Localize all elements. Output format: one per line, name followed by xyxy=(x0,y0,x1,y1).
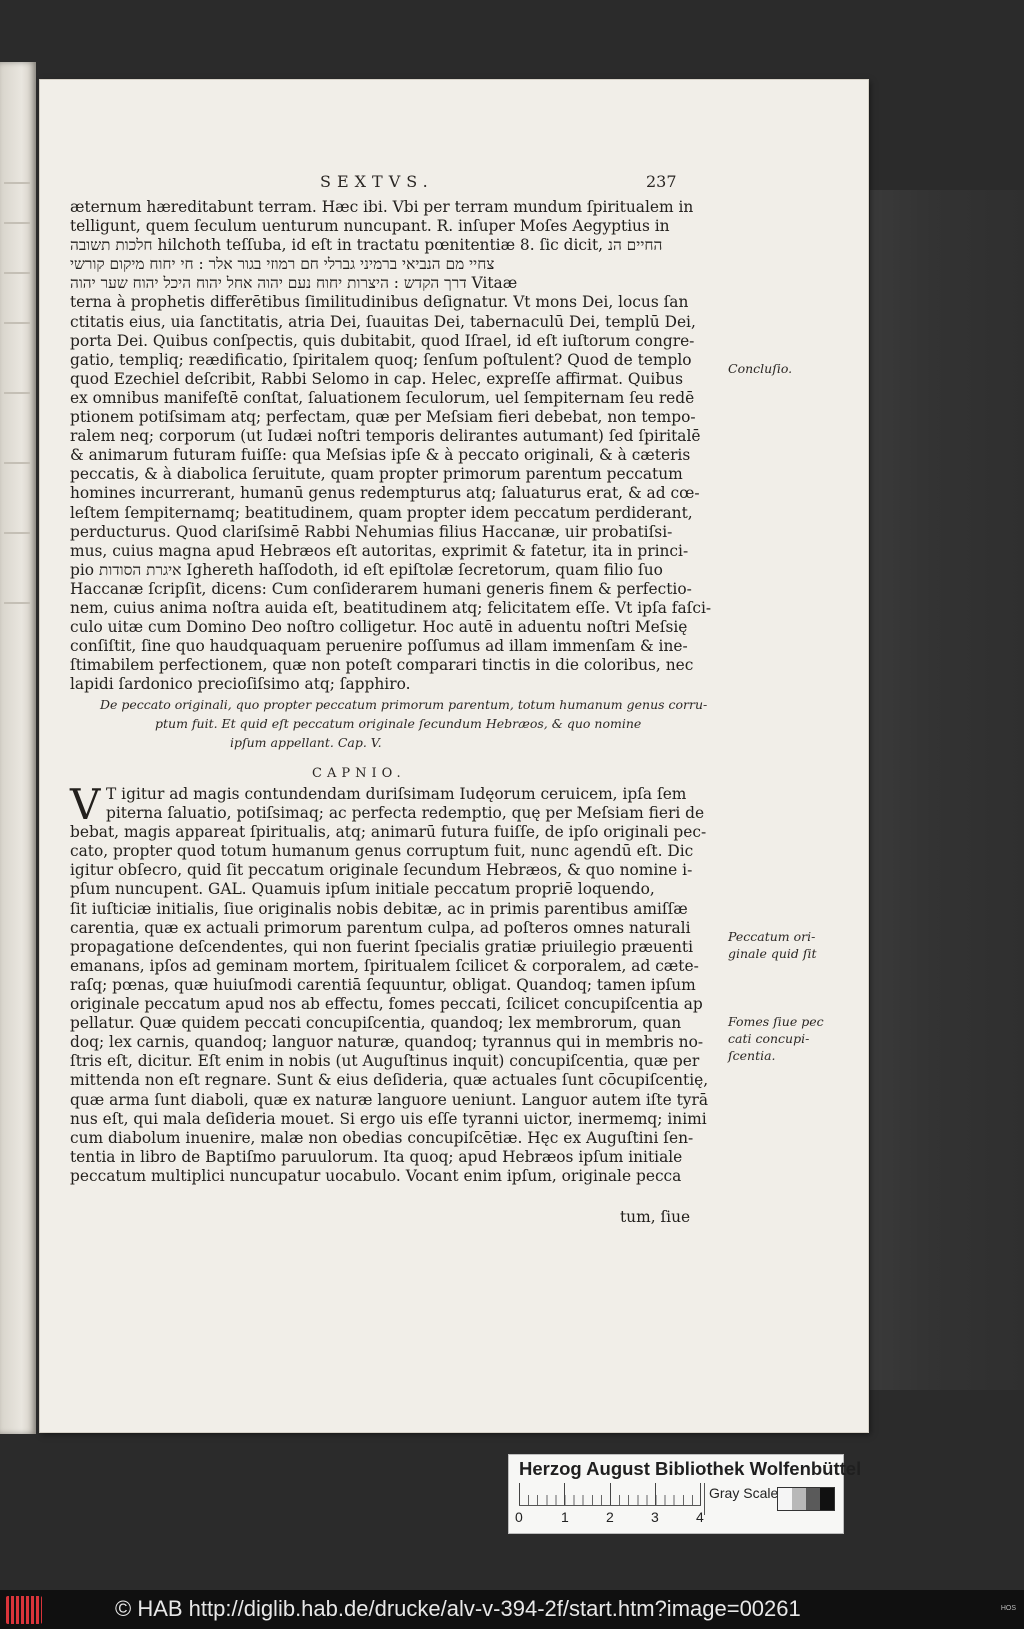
margin-note-peccatum-originale xyxy=(728,928,817,962)
text-line: חלכות תשובה hilchoth teſſuba, id eſt in tractatu pœnitentiæ 8. ſic dicit, החיים הנ xyxy=(70,236,663,255)
margin-note-line: cati concupi- xyxy=(728,1031,810,1046)
text-line: quæ arma ſunt diaboli, quæ ex naturæ languore ueniunt. Languor autem iſte tyrā xyxy=(70,1090,709,1109)
text-line: porta Dei. Quibus conſpectis, quis dubitabit, quod Iſrael, id eſt iuſtorum congre- xyxy=(70,331,695,350)
text-line: quod Ezechiel deſcribit, Rabbi Selomo in cap. Helec, expreſſe affirmat. Quibus xyxy=(70,369,683,388)
text-line: nem, cuius anima noſtra auida eſt, beatitudinem atq; felicitatem eſſe. Vt ipſa faſci- xyxy=(70,598,712,617)
chapter-heading-line: ipſum appellant. Cap. V. xyxy=(230,735,382,750)
ruler-number: 0 xyxy=(515,1509,523,1525)
text-line: tentia in libro de Baptiſmo paruulorum. Ita quoq; apud Hebræos ipſum initiale xyxy=(70,1147,683,1166)
chapter-heading-line: De peccato originali, quo propter peccatum primorum parentum, totum humanum genus corru- xyxy=(100,697,708,712)
text-line: telligunt, quem ſeculum uenturum nuncupant. R. inſuper Moſes Aegyptius in xyxy=(70,217,670,236)
body-text-block-2 xyxy=(70,780,720,1186)
gray-scale-label: Gray Scale xyxy=(709,1485,779,1501)
corner-mark: HOS xyxy=(1000,1605,1016,1612)
text-line: T igitur ad magis contundendam duriſsimam Iudęorum ceruicem, ipſa ſem xyxy=(106,785,687,803)
gray-swatch xyxy=(778,1488,792,1510)
text-line: pellatur. Quæ quidem peccati concupiſcentia, quandoq; lex membrorum, quan xyxy=(70,1014,682,1033)
ruler-number: 2 xyxy=(606,1509,614,1525)
text-line: ſtris eſt, dicitur. Eſt enim in nobis (ut Auguſtinus inquit) concupiſcentia, quæ per xyxy=(70,1052,700,1071)
ruler-numbers xyxy=(515,1509,715,1527)
text-line: bebat, magis appareat ſpiritualis, atq; animarū futura fuiſſe, de ipſo originali pec- xyxy=(70,823,707,842)
running-title: SEXTVS. xyxy=(320,172,434,191)
ruler-number: 4 xyxy=(696,1509,704,1525)
text-line: leſtem ſempiternamq; beatitudinem, quam propter idem peccatum perdiderant, xyxy=(70,503,693,522)
margin-note-line: ginale quid ſit xyxy=(728,946,817,961)
text-line: culo uitæ cum Domino Deo noſtro colligetur. Hoc autē in aduentu noſtri Meſsię xyxy=(70,618,688,637)
text-line: peccatum multiplici nuncupatur uocabulo. Vocant enim ipſum, originale pecca xyxy=(70,1166,682,1185)
text-line: דרך הקדש : היצרות יחוח נעם יהוה אחל יהוח היכל יהוח שער יהוה Vitaæ xyxy=(70,274,518,293)
text-line: ex omnibus manifeſtē conſtat, ſaluationem ſeculorum, uel ſempiternam ſeu redē xyxy=(70,388,695,407)
facing-page-edge xyxy=(0,62,36,1434)
text-line: raſq; pœnas, quæ huiuſmodi carentiā ſequuntur, obligat. Quandoq; tamen ipſum xyxy=(70,975,696,994)
ruler-number: 1 xyxy=(561,1509,569,1525)
margin-note-line: Peccatum ori- xyxy=(728,929,816,944)
margin-note-line: Fomes ſiue pec xyxy=(728,1014,824,1029)
text-line: carentia, quæ ex actuali primorum parentum culpa, ad poſteros omnes naturali xyxy=(70,918,691,937)
text-line: perducturus. Quod clariſsimē Rabbi Nehumias filius Haccanæ, uir probatiſsi- xyxy=(70,522,673,541)
speaker-name: CAPNIO. xyxy=(312,766,406,781)
hab-logo-icon xyxy=(6,1596,42,1624)
text-line: lapidi ſardonico precioſiſsimo atq; ſapphiro. xyxy=(70,675,411,694)
text-line: ſtimabilem perfectionem, quæ non poteſt comparari tinctis in die coloribus, nec xyxy=(70,656,694,675)
text-line: conſiſtit, ſine quo haudquaquam peruenire poſſumus ad illam immenſam & ine- xyxy=(70,637,688,656)
footer-bar xyxy=(0,1590,1024,1629)
library-name: Herzog August Bibliothek Wolfenbüttel xyxy=(519,1458,862,1479)
chapter-heading xyxy=(100,695,708,752)
text-line: pſum nuncupent. GAL. Quamuis ipſum initiale peccatum propriē loquendo, xyxy=(70,880,655,899)
chapter-heading-line: ptum fuit. Et quid eſt peccatum originale ſecundum Hebræos, & quo nomine xyxy=(155,716,642,731)
ruler-number: 3 xyxy=(651,1509,659,1525)
text-line: igitur obſecro, quid ſit peccatum originale ſecundum Hebræos, & quo nomine i- xyxy=(70,861,693,880)
gray-swatch xyxy=(820,1488,834,1510)
catchword: tum, ſiue xyxy=(620,1208,691,1226)
next-page-edge xyxy=(870,190,1024,1390)
text-line: pio איגרת הסודות Ighereth haſſodoth, id eſt epiſtolæ ſecretorum, quam filio ſuo xyxy=(70,560,663,579)
copyright-url[interactable]: © HAB http://diglib.hab.de/drucke/alv-v-394-2f/start.htm?image=00261 xyxy=(115,1596,801,1621)
running-header xyxy=(40,172,868,196)
margin-note-line: Concluſio. xyxy=(728,361,793,376)
text-line: Haccanæ ſcripſit, dicens: Cum conſiderarem humani generis finem & perfectio- xyxy=(70,579,692,598)
body-text-block-1 xyxy=(70,198,720,694)
gray-swatch xyxy=(792,1488,806,1510)
text-line: mus, cuius magna apud Hebræos eſt autoritas, exprimit & fatetur, ita in princi- xyxy=(70,541,689,560)
text-line: & animarum futuram fuiſſe: qua Meſsias ipſe & à peccato originali, & à cæteris xyxy=(70,446,691,465)
margin-note-fomes xyxy=(728,1013,824,1064)
library-color-target xyxy=(508,1454,862,1534)
text-line: piterna ſaluatio, potiſsimaq; ac perfecta redemptio, quę per Meſsiam fieri de xyxy=(106,804,705,823)
drop-capital: V xyxy=(70,780,101,829)
text-line: ptionem potiſsimam atq; perfectam, quæ per Meſsiam fieri debebat, non tempo- xyxy=(70,408,696,427)
gray-scale-swatches xyxy=(777,1487,835,1511)
text-line: propagatione deſcendentes, qui non fuerint ſpecialis gratiæ priuilegio præuenti xyxy=(70,937,694,956)
text-line: terna à prophetis differētibus ſimilitudinibus deſignatur. Vt mons Dei, locus ſan xyxy=(70,293,689,312)
margin-note-conclusio xyxy=(728,360,792,377)
book-page xyxy=(40,80,868,1432)
text-line: ſit iuſticiæ initialis, ſiue originalis nobis debitæ, ac in primis parentibus amiſſæ xyxy=(70,899,688,918)
text-line: homines incurrerant, humanū genus redempturus atq; ſaluaturus erat, & ad cœ- xyxy=(70,484,700,503)
text-line: æternum hæreditabunt terram. Hæc ibi. Vbi per terram mundum ſpiritualem in xyxy=(70,198,694,216)
text-line: cum diabolum inuenire, malæ non obedias concupiſcētiæ. Hęc ex Auguſtini ſen- xyxy=(70,1128,694,1147)
text-line: ctitatis eius, uia ſanctitatis, atria Dei, ſuauitas Dei, tabernaculū Dei, templū Dei, xyxy=(70,312,696,331)
text-line: peccatis, & à diabolica ſeruitute, quam propter primorum parentum peccatum xyxy=(70,465,683,484)
text-line: ralem neq; corporum (ut Iudæi noſtri temporis delirantes autumant) ſed ſpiritalē xyxy=(70,427,701,446)
scale-ruler xyxy=(519,1483,701,1506)
text-line: doq; lex carnis, quandoq; languor naturæ, quandoq; tyrannus qui in membris no- xyxy=(70,1033,704,1052)
text-line: cato, propter quod totum humanum genus corruptum fuit, nunc agendū eſt. Dic xyxy=(70,842,694,861)
text-line: gatio, templiq; reædificatio, ſpiritalem quoq; ſenſum poſtulent? Quod de templo xyxy=(70,350,692,369)
text-line: emanans, ipſos ad geminam mortem, ſpiritualem ſcilicet & corporalem, ad cæte- xyxy=(70,956,699,975)
text-line: originale peccatum apud nos ab effectu, fomes peccati, ſcilicet concupiſcentia ap xyxy=(70,995,703,1014)
text-line: צחיי מם הנביאי ברמיני גברלי חם רמוזי בגור אלר : חי יחוח מיקום קורשי xyxy=(70,255,495,274)
text-line: mittenda non eſt regnare. Sunt & eius deſideria, quæ actuales ſunt cōcupiſcentię, xyxy=(70,1071,709,1090)
text-line: nus eſt, qui mala deſideria mouet. Si ergo uis eſſe tyranni uictor, inermemq; inimi xyxy=(70,1109,707,1128)
gray-swatch xyxy=(806,1488,820,1510)
margin-note-line: ſcentia. xyxy=(728,1048,776,1063)
page-number: 237 xyxy=(646,172,677,191)
